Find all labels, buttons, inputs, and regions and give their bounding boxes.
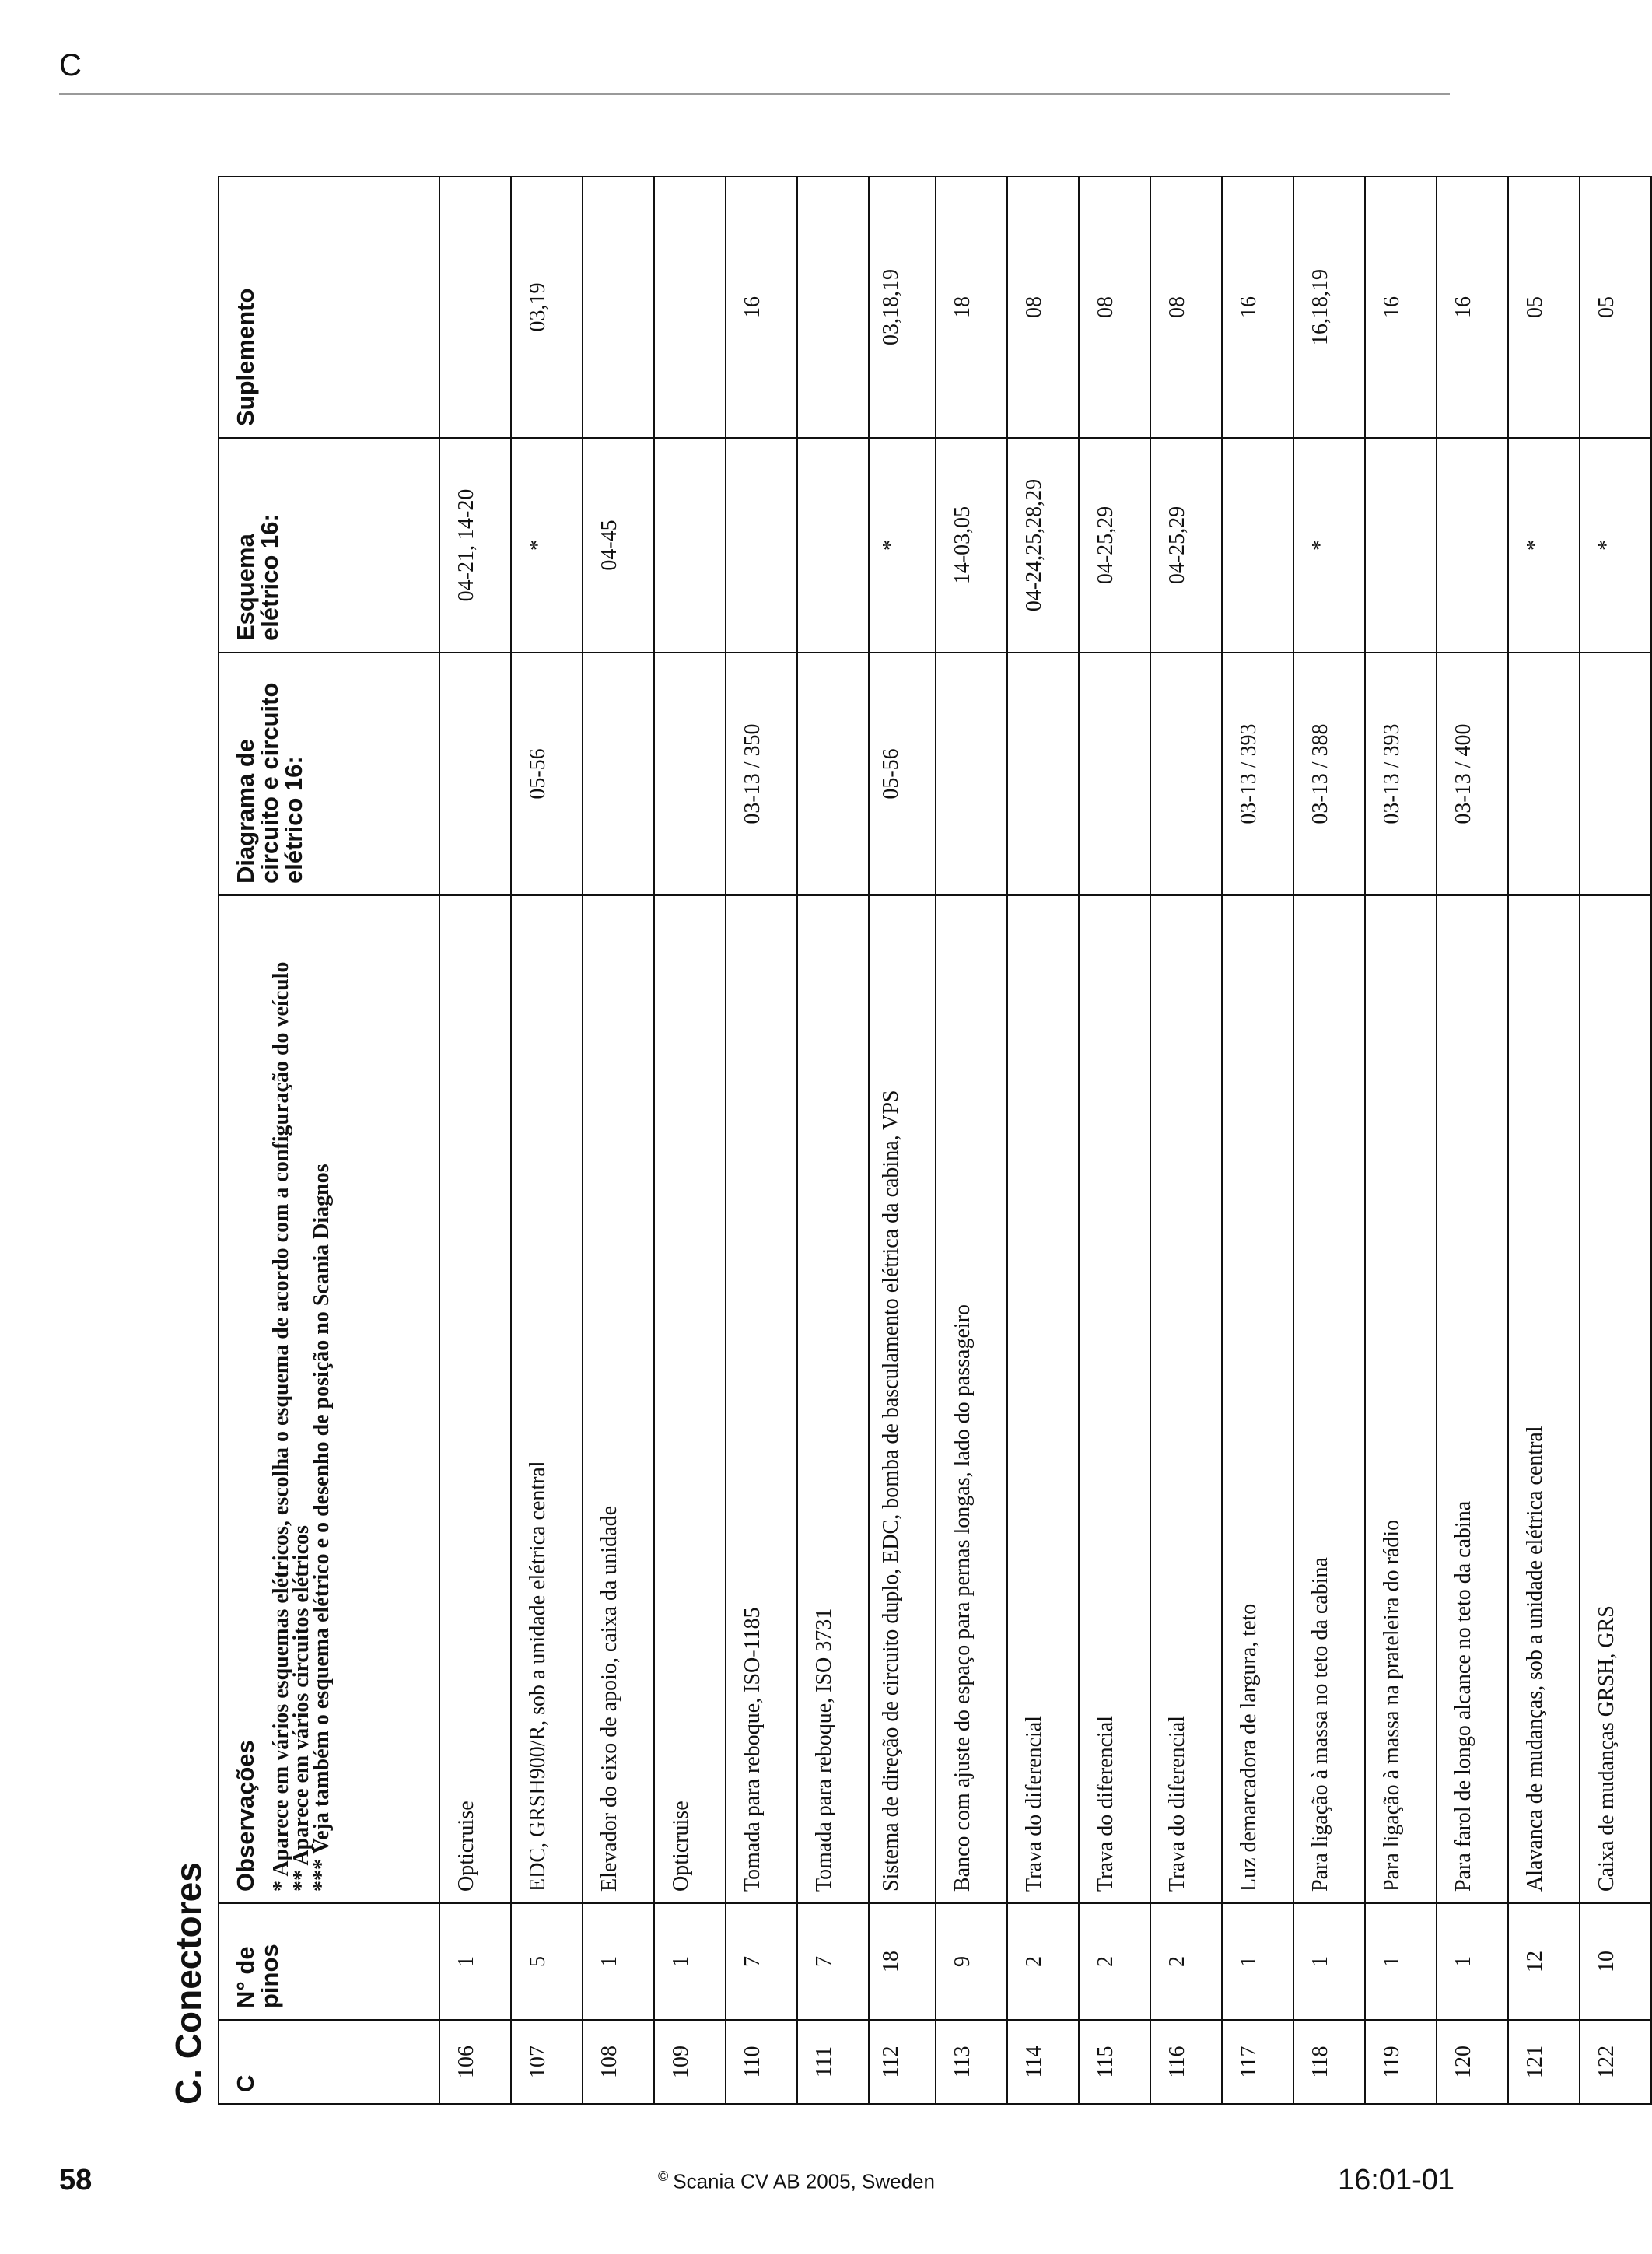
cell-pins: 1 bbox=[1293, 1903, 1365, 2020]
cell-observations: Para ligação à massa na prateleira do rádio bbox=[1365, 895, 1437, 1903]
cell-observations: EDC, GRSH900/R, sob a unidade elétrica central bbox=[511, 895, 583, 1903]
cell-observations: Alavanca de mudanças, sob a unidade elétrica central bbox=[1508, 895, 1580, 1903]
cell-esquema: * bbox=[511, 438, 583, 653]
cell-diagram bbox=[1079, 653, 1150, 895]
cell-pins: 2 bbox=[1079, 1903, 1150, 2020]
cell-pins: 2 bbox=[1150, 1903, 1222, 2020]
cell-observations: Para farol de longo alcance no teto da cabina bbox=[1437, 895, 1508, 1903]
cell-c: 115 bbox=[1079, 2020, 1150, 2104]
table-row bbox=[654, 177, 726, 2104]
table-row bbox=[583, 177, 654, 2104]
header-pins: N° de pinos bbox=[219, 1903, 439, 2020]
cell-diagram: 03-13 / 393 bbox=[1365, 653, 1437, 895]
cell-c: 120 bbox=[1437, 2020, 1508, 2104]
table-row bbox=[1079, 177, 1150, 2104]
cell-diagram bbox=[797, 653, 869, 895]
cell-esquema: * bbox=[1580, 438, 1651, 653]
cell-esquema: 04-25,29 bbox=[1150, 438, 1222, 653]
table-row bbox=[1508, 177, 1580, 2104]
note-3: *** Veja também o esquema elétrico e o desenho de posição no Scania Diagnos bbox=[310, 1164, 334, 1892]
note-2: ** Aparece em vários circuitos elétricos bbox=[289, 1525, 313, 1892]
cell-observations: Sistema de direção de circuito duplo, EDC, bomba de basculamento elétrica da cabina, VPS bbox=[869, 895, 936, 1903]
cell-suplemento: 16 bbox=[1222, 177, 1293, 438]
connectors-table bbox=[218, 176, 1652, 2105]
cell-pins: 1 bbox=[1365, 1903, 1437, 2020]
cell-pins: 1 bbox=[1437, 1903, 1508, 2020]
cell-esquema bbox=[654, 438, 726, 653]
cell-pins: 1 bbox=[439, 1903, 511, 2020]
table-row bbox=[726, 177, 797, 2104]
cell-diagram bbox=[1150, 653, 1222, 895]
cell-suplemento: 08 bbox=[1150, 177, 1222, 438]
header-notes bbox=[271, 907, 332, 1892]
cell-pins: 1 bbox=[583, 1903, 654, 2020]
cell-diagram: 05-56 bbox=[869, 653, 936, 895]
cell-c: 118 bbox=[1293, 2020, 1365, 2104]
header-diagram: Diagrama de circuito e circuito elétrico 16: bbox=[219, 653, 439, 895]
header-esquema: Esquema elétrico 16: bbox=[219, 438, 439, 653]
cell-diagram: 03-13 / 350 bbox=[726, 653, 797, 895]
cell-c: 122 bbox=[1580, 2020, 1651, 2104]
cell-suplemento: 08 bbox=[1079, 177, 1150, 438]
cell-observations: Banco com ajuste do espaço para pernas longas, lado do passageiro bbox=[936, 895, 1007, 1903]
cell-c: 116 bbox=[1150, 2020, 1222, 2104]
cell-esquema: 04-24,25,28,29 bbox=[1007, 438, 1079, 653]
cell-pins: 18 bbox=[869, 1903, 936, 2020]
cell-c: 119 bbox=[1365, 2020, 1437, 2104]
cell-observations: Elevador do eixo de apoio, caixa da unidade bbox=[583, 895, 654, 1903]
cell-c: 109 bbox=[654, 2020, 726, 2104]
cell-diagram bbox=[654, 653, 726, 895]
cell-observations: Trava do diferencial bbox=[1150, 895, 1222, 1903]
copyright-text: Scania CV AB 2005, Sweden bbox=[673, 2169, 936, 2193]
cell-pins: 9 bbox=[936, 1903, 1007, 2020]
page-number: 58 bbox=[59, 2164, 93, 2196]
rotated-content bbox=[159, 177, 1619, 2105]
cell-esquema: 04-25,29 bbox=[1079, 438, 1150, 653]
header-c: C bbox=[219, 2020, 439, 2104]
cell-esquema: 04-45 bbox=[583, 438, 654, 653]
cell-suplemento bbox=[654, 177, 726, 438]
cell-observations: Tomada para reboque, ISO-1185 bbox=[726, 895, 797, 1903]
table-row bbox=[1580, 177, 1651, 2104]
table-row bbox=[936, 177, 1007, 2104]
cell-c: 110 bbox=[726, 2020, 797, 2104]
cell-c: 114 bbox=[1007, 2020, 1079, 2104]
cell-esquema: * bbox=[1508, 438, 1580, 653]
cell-diagram bbox=[1508, 653, 1580, 895]
cell-c: 112 bbox=[869, 2020, 936, 2104]
cell-suplemento bbox=[439, 177, 511, 438]
cell-pins: 7 bbox=[797, 1903, 869, 2020]
cell-diagram bbox=[439, 653, 511, 895]
cell-esquema: * bbox=[869, 438, 936, 653]
table-row bbox=[1150, 177, 1222, 2104]
cell-esquema bbox=[797, 438, 869, 653]
document-code: 16:01-01 bbox=[1337, 2164, 1454, 2196]
cell-c: 121 bbox=[1508, 2020, 1580, 2104]
cell-c: 108 bbox=[583, 2020, 654, 2104]
cell-diagram: 03-13 / 388 bbox=[1293, 653, 1365, 895]
cell-c: 113 bbox=[936, 2020, 1007, 2104]
header-letter: C bbox=[59, 48, 82, 82]
cell-observations: Caixa de mudanças GRSH, GRS bbox=[1580, 895, 1651, 1903]
cell-observations: Luz demarcadora de largura, teto bbox=[1222, 895, 1293, 1903]
table-row bbox=[511, 177, 583, 2104]
cell-suplemento: 05 bbox=[1508, 177, 1580, 438]
cell-esquema bbox=[1222, 438, 1293, 653]
header-observations-label: Observações bbox=[232, 1740, 259, 1892]
header-suplemento: Suplemento bbox=[219, 177, 439, 438]
cell-suplemento: 16 bbox=[1437, 177, 1508, 438]
cell-esquema: 14-03,05 bbox=[936, 438, 1007, 653]
table-row bbox=[439, 177, 511, 2104]
cell-esquema: * bbox=[1293, 438, 1365, 653]
table-row bbox=[869, 177, 936, 2104]
cell-c: 107 bbox=[511, 2020, 583, 2104]
cell-pins: 7 bbox=[726, 1903, 797, 2020]
cell-esquema bbox=[726, 438, 797, 653]
table-row bbox=[797, 177, 869, 2104]
table-row bbox=[1365, 177, 1437, 2104]
table-row bbox=[1007, 177, 1079, 2104]
cell-observations: Opticruise bbox=[439, 895, 511, 1903]
cell-observations: Trava do diferencial bbox=[1079, 895, 1150, 1903]
cell-esquema: 04-21, 14-20 bbox=[439, 438, 511, 653]
cell-suplemento: 05 bbox=[1580, 177, 1651, 438]
cell-diagram bbox=[1580, 653, 1651, 895]
cell-diagram bbox=[936, 653, 1007, 895]
cell-c: 117 bbox=[1222, 2020, 1293, 2104]
section-title: C. Conectores bbox=[168, 1862, 208, 2105]
cell-observations: Trava do diferencial bbox=[1007, 895, 1079, 1903]
cell-pins: 1 bbox=[654, 1903, 726, 2020]
note-1: * Aparece em vários esquemas elétricos, escolha o esquema de acordo com a configuração do veículo bbox=[269, 961, 293, 1892]
cell-suplemento: 16,18,19 bbox=[1293, 177, 1365, 438]
cell-c: 111 bbox=[797, 2020, 869, 2104]
cell-observations: Opticruise bbox=[654, 895, 726, 1903]
cell-suplemento: 03,19 bbox=[511, 177, 583, 438]
cell-diagram bbox=[1007, 653, 1079, 895]
table-row bbox=[1222, 177, 1293, 2104]
cell-suplemento: 18 bbox=[936, 177, 1007, 438]
cell-diagram: 03-13 / 393 bbox=[1222, 653, 1293, 895]
cell-suplemento bbox=[583, 177, 654, 438]
table-header-row bbox=[219, 177, 439, 2104]
cell-suplemento: 03,18,19 bbox=[869, 177, 936, 438]
cell-diagram bbox=[583, 653, 654, 895]
cell-suplemento: 16 bbox=[1365, 177, 1437, 438]
table-row bbox=[1437, 177, 1508, 2104]
header-observations bbox=[219, 895, 439, 1903]
cell-suplemento: 08 bbox=[1007, 177, 1079, 438]
table-row bbox=[1293, 177, 1365, 2104]
cell-c: 106 bbox=[439, 2020, 511, 2104]
cell-diagram: 05-56 bbox=[511, 653, 583, 895]
copyright-symbol: © bbox=[657, 2168, 669, 2184]
cell-esquema bbox=[1437, 438, 1508, 653]
cell-pins: 10 bbox=[1580, 1903, 1651, 2020]
cell-suplemento: 16 bbox=[726, 177, 797, 438]
cell-pins: 2 bbox=[1007, 1903, 1079, 2020]
cell-pins: 5 bbox=[511, 1903, 583, 2020]
cell-pins: 12 bbox=[1508, 1903, 1580, 2020]
header-rule bbox=[59, 93, 1450, 95]
cell-observations: Tomada para reboque, ISO 3731 bbox=[797, 895, 869, 1903]
cell-esquema bbox=[1365, 438, 1437, 653]
cell-diagram: 03-13 / 400 bbox=[1437, 653, 1508, 895]
cell-suplemento bbox=[797, 177, 869, 438]
cell-pins: 1 bbox=[1222, 1903, 1293, 2020]
cell-observations: Para ligação à massa no teto da cabina bbox=[1293, 895, 1365, 1903]
